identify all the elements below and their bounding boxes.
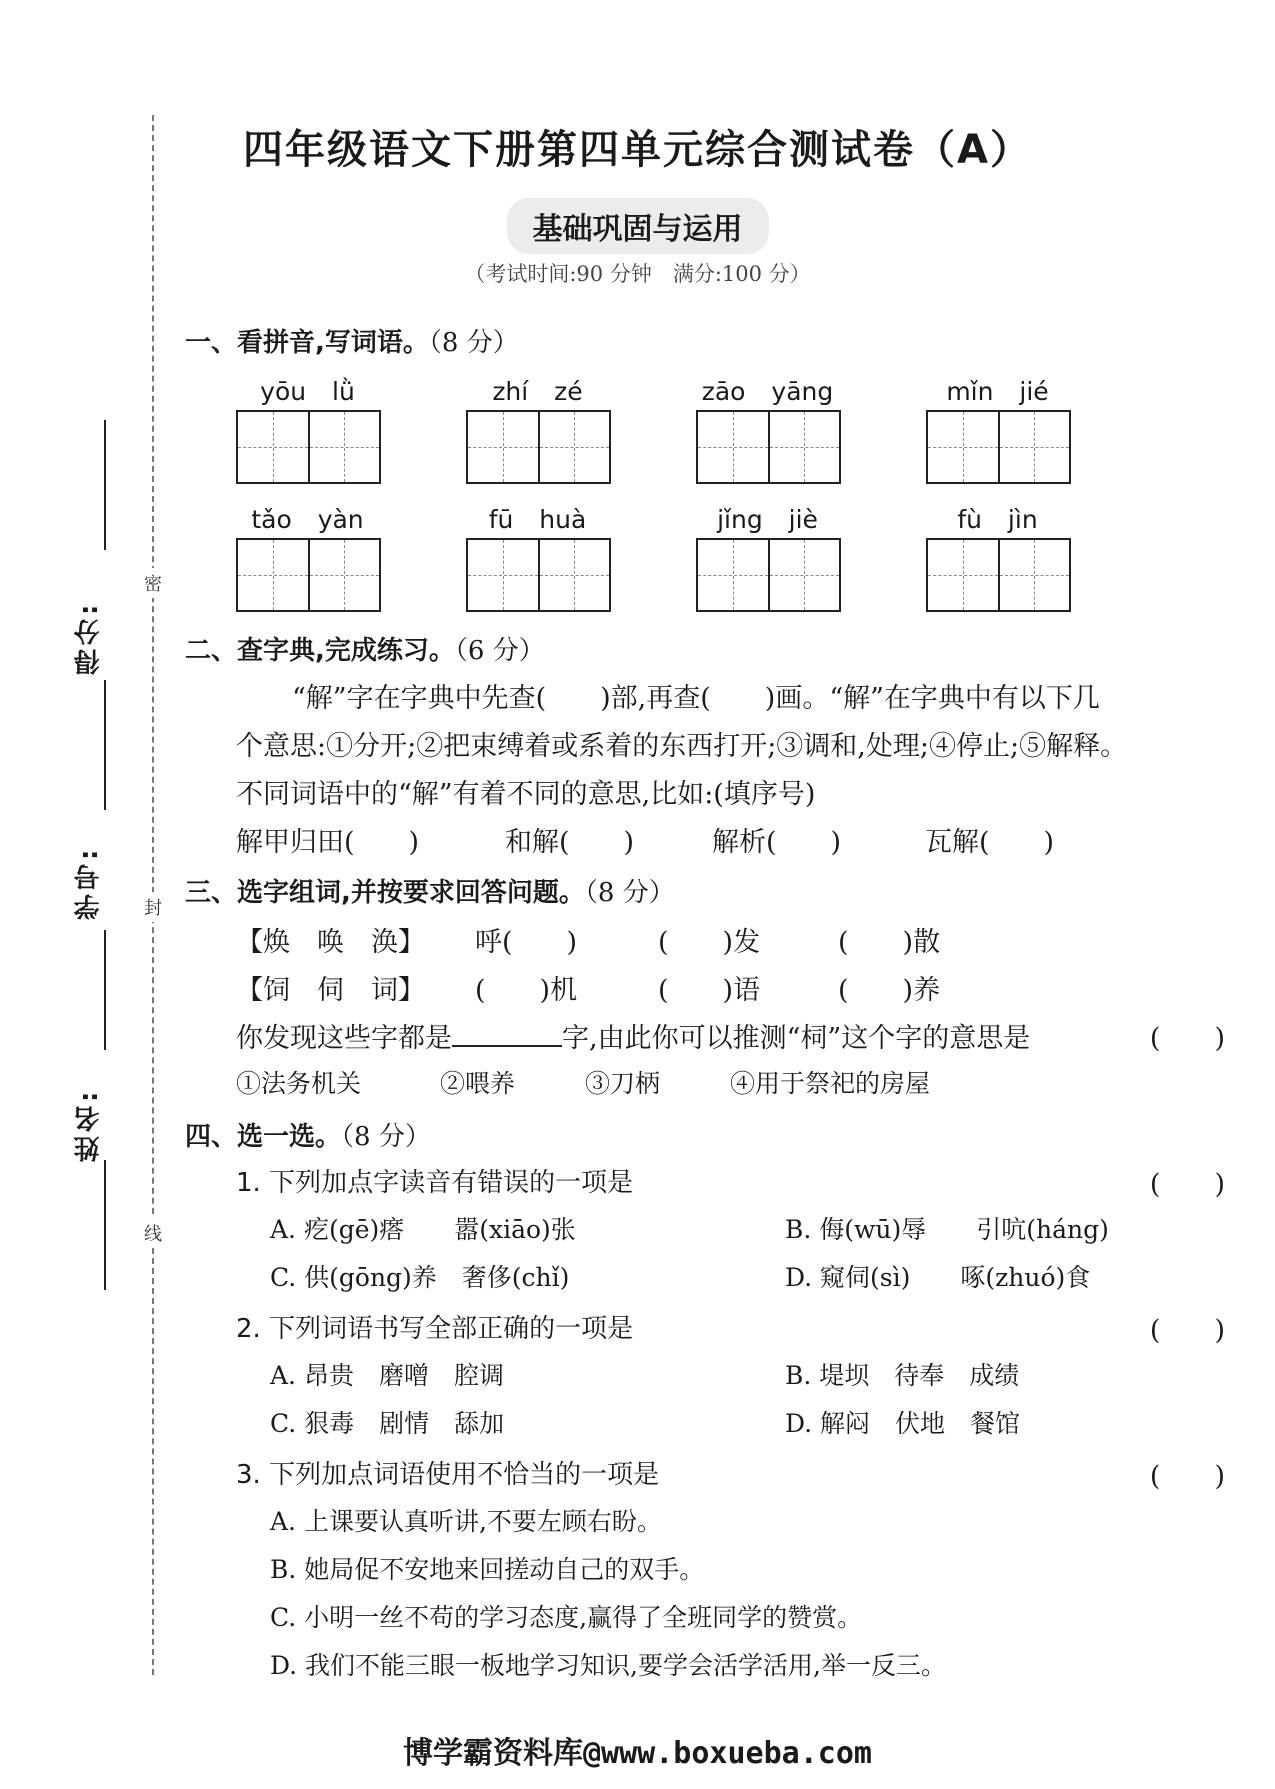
student-id-field-rule[interactable] — [104, 680, 106, 810]
q2-paragraph-line-3: 不同词语中的“解”有着不同的意思,比如:(填序号) — [236, 779, 816, 810]
q4-2-option-b: B. 堤坝 待奉 成绩 — [785, 1361, 1020, 1390]
score-label: 得分: — [74, 600, 104, 675]
q3-fill-item[interactable]: ( )养 — [838, 975, 941, 1006]
q2-word-fill[interactable]: 解析( ) — [712, 827, 842, 858]
q4-1-option-d: D. 窥伺(sì) 啄(zhuó)食 — [785, 1263, 1091, 1292]
section-2-title: 二、查字典,完成练习。 — [185, 636, 455, 666]
q3-fill-item[interactable]: 呼( ) — [475, 927, 578, 958]
section-4-heading — [185, 1116, 431, 1153]
section-1-heading — [185, 322, 519, 359]
seal-char-xian: 线 — [144, 1218, 162, 1248]
tianzige-answer-box[interactable] — [236, 410, 381, 484]
q2-paragraph-line-1: “解”字在字典中先查( )部,再查( )画。“解”在字典中有以下几 — [292, 683, 1100, 714]
tianzige-answer-box[interactable] — [926, 538, 1071, 612]
q4-3-option-d: D. 我们不能三眼一板地学习知识,要学会活学活用,举一反三。 — [270, 1651, 946, 1680]
q3-option: ①法务机关 — [236, 1069, 362, 1098]
tianzige-answer-box[interactable] — [236, 538, 381, 612]
section-3-title: 三、选字组词,并按要求回答问题。 — [185, 878, 585, 908]
name-field-rule[interactable] — [104, 930, 106, 1050]
pinyin-label: mǐn jié — [946, 377, 1049, 406]
student-id-label: 学号: — [74, 845, 104, 920]
q4-2-stem: 2. 下列词语书写全部正确的一项是 — [236, 1314, 634, 1344]
pinyin-label: jǐng jiè — [717, 505, 818, 534]
q4-1-answer-paren[interactable]: ( ) — [1149, 1169, 1225, 1200]
section-3-heading — [185, 872, 675, 909]
q4-1-option-b: B. 侮(wū)辱 引吭(háng) — [785, 1215, 1109, 1244]
q3-fill-item[interactable]: ( )机 — [475, 975, 578, 1006]
q3-fill-item[interactable]: ( )散 — [838, 927, 941, 958]
pinyin-label: zhí zé — [492, 377, 583, 406]
score-field-rule[interactable] — [104, 420, 106, 550]
q4-2-option-c: C. 狠毒 剧情 舔加 — [270, 1409, 505, 1438]
tianzige-answer-box[interactable] — [696, 410, 841, 484]
seal-char-feng: 封 — [144, 892, 162, 922]
q3-char-group-2: 【饲 伺 词】 — [236, 975, 425, 1006]
q2-word-fill[interactable]: 解甲归田( ) — [236, 827, 420, 858]
q3-question-part-2: 字,由此你可以推测“柌”这个字的意思是 — [562, 1023, 1031, 1054]
q4-1-option-c: C. 供(gōng)养 奢侈(chǐ) — [270, 1263, 570, 1292]
q3-answer-paren[interactable]: ( ) — [1149, 1023, 1225, 1054]
q4-3-answer-paren[interactable]: ( ) — [1149, 1461, 1225, 1492]
q3-blank-line[interactable] — [452, 1019, 562, 1047]
q4-2-option-d: D. 解闷 伏地 餐馆 — [785, 1409, 1021, 1438]
q3-fill-item[interactable]: ( )发 — [658, 927, 761, 958]
pinyin-label: tǎo yàn — [251, 505, 364, 534]
section-1-title: 一、看拼音,写词语。 — [185, 328, 429, 358]
page-title: 四年级语文下册第四单元综合测试卷（A） — [243, 127, 1032, 173]
q3-option: ④用于祭祀的房屋 — [730, 1069, 931, 1098]
section-2-points: （6 分） — [454, 636, 545, 666]
pinyin-label: fū huà — [488, 505, 587, 534]
q4-3-stem: 3. 下列加点词语使用不恰当的一项是 — [236, 1460, 660, 1490]
q4-3-option-b: B. 她局促不安地来回搓动自己的双手。 — [270, 1555, 705, 1584]
tianzige-answer-box[interactable] — [926, 410, 1071, 484]
q3-question — [236, 1016, 1030, 1055]
q3-option: ②喂养 — [440, 1069, 516, 1098]
section-2-heading — [185, 630, 545, 667]
q2-paragraph-line-2: 个意思:①分开;②把束缚着或系着的东西打开;③调和,处理;④停止;⑤解释。 — [236, 731, 1128, 762]
pinyin-label: fù jìn — [957, 505, 1038, 534]
q2-word-fill[interactable]: 瓦解( ) — [925, 827, 1055, 858]
section-4-title: 四、选一选。 — [185, 1122, 342, 1152]
q3-option: ③刀柄 — [585, 1069, 661, 1098]
tianzige-answer-box[interactable] — [696, 538, 841, 612]
seal-char-mi: 密 — [144, 568, 162, 598]
q4-2-option-a: A. 昂贵 磨噌 腔调 — [270, 1361, 504, 1390]
q4-1-stem: 1. 下列加点字读音有错误的一项是 — [236, 1168, 634, 1198]
q4-2-answer-paren[interactable]: ( ) — [1149, 1315, 1225, 1346]
q4-1-option-a: A. 疙(gē)瘩 嚣(xiāo)张 — [270, 1215, 576, 1244]
section-4-points: （8 分） — [341, 1122, 431, 1152]
q3-question-part-1: 你发现这些字都是 — [236, 1023, 452, 1054]
q4-3-option-c: C. 小明一丝不苟的学习态度,赢得了全班同学的赞赏。 — [270, 1603, 863, 1632]
q3-char-group-1: 【焕 唤 涣】 — [236, 927, 425, 958]
subtitle-wrap — [0, 198, 1275, 254]
q4-3-option-a: A. 上课要认真听讲,不要左顾右盼。 — [270, 1507, 662, 1536]
subtitle-pill: 基础巩固与运用 — [507, 198, 769, 254]
section-3-points: （8 分） — [584, 878, 675, 908]
pinyin-label: zāo yāng — [701, 377, 834, 406]
q3-fill-item[interactable]: ( )语 — [658, 975, 761, 1006]
tianzige-answer-box[interactable] — [466, 410, 611, 484]
exam-info: （考试时间:90 分钟 满分:100 分） — [464, 262, 811, 286]
name-field-rule-lower[interactable] — [104, 1160, 106, 1290]
footer-watermark: 博学霸资料库@www.boxueba.com — [403, 1736, 872, 1771]
name-label: 姓名: — [74, 1087, 104, 1162]
section-1-points: （8 分） — [428, 328, 519, 358]
tianzige-answer-box[interactable] — [466, 538, 611, 612]
pinyin-label: yōu lǜ — [260, 377, 355, 406]
q2-word-fill[interactable]: 和解( ) — [505, 827, 635, 858]
